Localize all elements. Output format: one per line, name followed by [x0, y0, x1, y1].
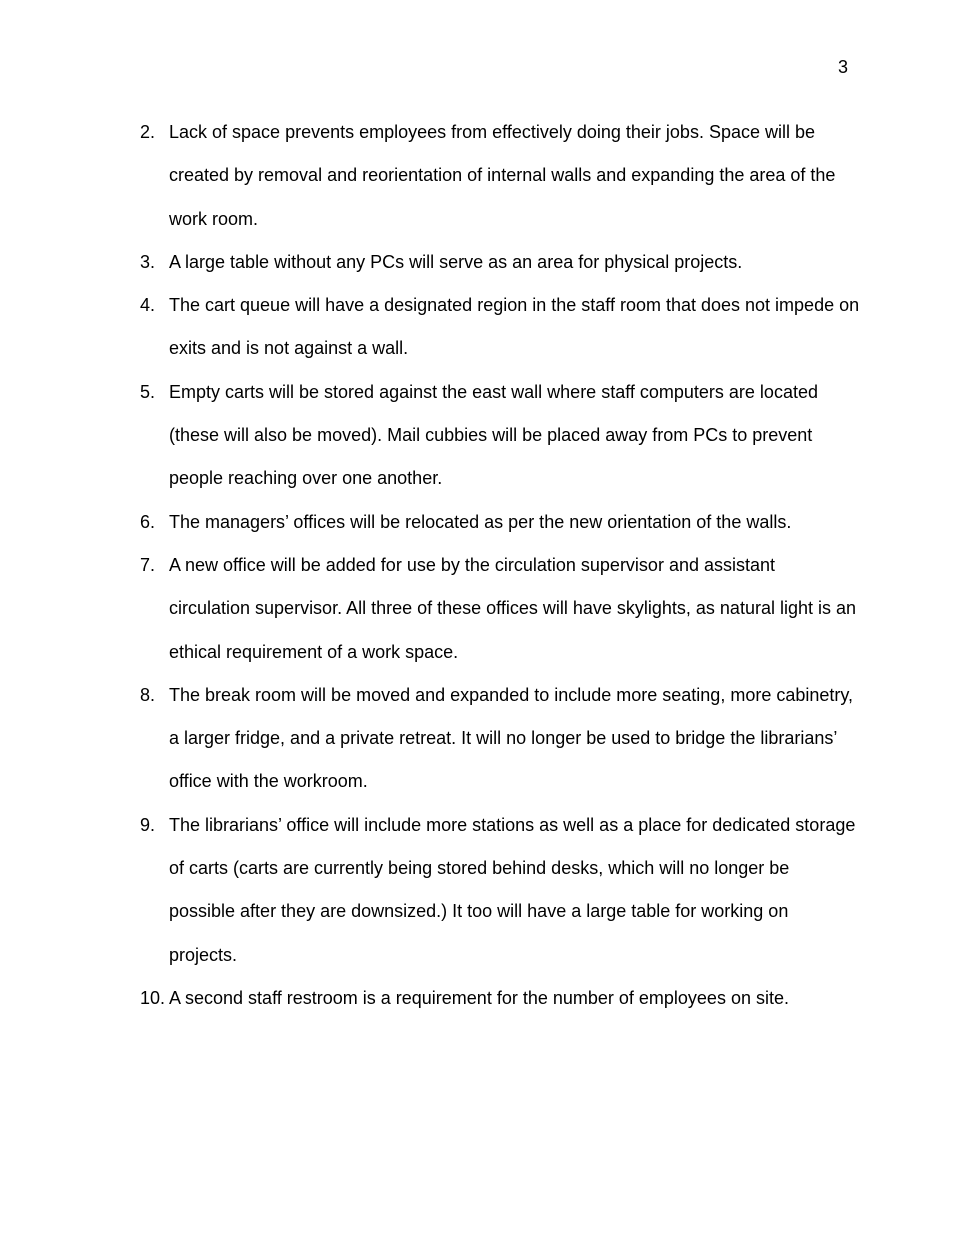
list-item — [140, 977, 860, 1020]
list-item-text: Lack of space prevents employees from effectively doing their jobs. Space will be created by removal and reorientation of internal walls and expanding the area of the work room. — [169, 122, 836, 229]
list-item-text: Empty carts will be stored against the east wall where staff computers are located (these will also be moved). Mail cubbies will be placed away from PCs to prevent people reaching over one another. — [169, 381, 818, 489]
list-item-text: The break room will be moved and expanded to include more seating, more cabinetry, a larger fridge, and a private retreat. It will no longer be used to bridge the librarians’ office with the workroom. — [169, 684, 854, 792]
list-item-text: A large table without any PCs will serve as an area for physical projects. — [169, 251, 743, 272]
list-item — [140, 284, 860, 371]
list-item-text: A second staff restroom is a requirement for the number of employees on site. — [169, 987, 789, 1008]
list-item-number: 8. — [140, 684, 156, 705]
list-item-number: 6. — [140, 511, 156, 532]
list-item-text: The librarians’ office will include more stations as well as a place for dedicated storage of carts (carts are currently being stored behind desks, which will no longer be possible after they are downsized.) It too will have a large table for working on projects. — [169, 814, 856, 965]
list-item-number: 5. — [140, 381, 156, 402]
list-item — [140, 674, 860, 804]
list-item-number: 9. — [140, 814, 156, 835]
list-item-text: The managers’ offices will be relocated as per the new orientation of the walls. — [169, 511, 792, 532]
list-item-number: 4. — [140, 295, 156, 316]
list-item-text: The cart queue will have a designated region in the staff room that does not impede on exits and is not against a wall. — [169, 295, 860, 359]
requirements-list — [140, 111, 860, 1020]
list-item-number: 10. — [140, 987, 166, 1008]
list-item — [140, 544, 860, 674]
list-item-number: 3. — [140, 251, 156, 272]
list-item-number: 2. — [140, 122, 156, 142]
list-item-number: 7. — [140, 554, 156, 575]
list-item — [140, 804, 860, 977]
page-number: 3 — [837, 57, 848, 77]
list-item — [140, 501, 860, 544]
list-item — [140, 371, 860, 501]
list-item-text: A new office will be added for use by the circulation supervisor and assistant circulation supervisor. All three of these offices will have skylights, as natural light is an ethical requirement of a work space. — [169, 554, 857, 662]
list-item — [140, 241, 860, 284]
list-item — [140, 111, 860, 241]
